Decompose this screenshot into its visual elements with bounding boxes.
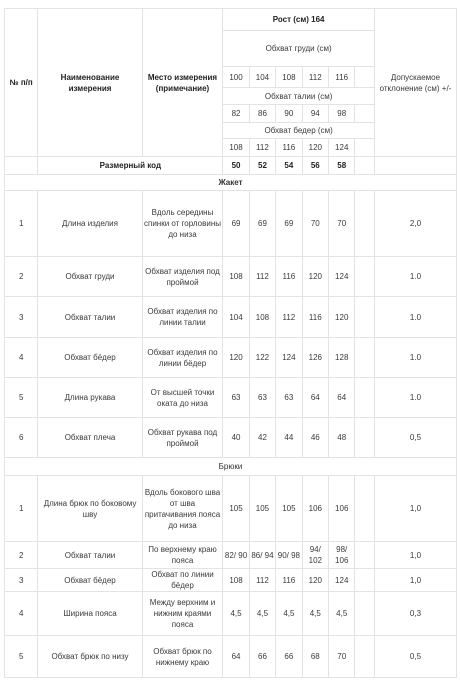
measurement-value: 112 [249, 569, 275, 592]
measurement-value: 124 [276, 338, 302, 378]
row-number: 1 [5, 191, 38, 257]
measurement-value: 120 [329, 297, 355, 338]
measurement-value: 104 [223, 297, 249, 338]
table-row [5, 476, 457, 542]
measurement-place: Обхват изделия по линии талии [142, 297, 223, 338]
header-num: № п/п [5, 9, 38, 157]
measurement-name: Обхват талии [38, 297, 142, 338]
header-bust-label: Обхват груди (см) [223, 31, 375, 67]
header-hips-value: 120 [302, 139, 328, 157]
measurement-value: 69 [249, 191, 275, 257]
row-spacer-cell [355, 592, 375, 636]
measurement-value: 94/ 102 [302, 542, 328, 569]
size-code-value: 56 [302, 157, 328, 175]
size-code-value: 58 [329, 157, 355, 175]
measurement-name: Длина изделия [38, 191, 142, 257]
tolerance-value: 1.0 [374, 378, 456, 418]
tolerance-value: 1,0 [374, 569, 456, 592]
measurement-value: 40 [223, 418, 249, 458]
header-spacer-cell [355, 105, 375, 123]
header-spacer-cell [355, 139, 375, 157]
measurement-value: 48 [329, 418, 355, 458]
table-row [5, 569, 457, 592]
size-code-label: Размерный код [38, 157, 223, 175]
measurement-value: 112 [249, 257, 275, 297]
measurement-value: 70 [302, 191, 328, 257]
measurement-value: 4,5 [329, 592, 355, 636]
header-height: Рост (см) 164 [223, 9, 375, 31]
measurement-value: 128 [329, 338, 355, 378]
measurement-value: 106 [302, 476, 328, 542]
measurement-place: Обхват по линии бёдер [142, 569, 223, 592]
measurement-value: 126 [302, 338, 328, 378]
measurement-value: 63 [223, 378, 249, 418]
row-number: 2 [5, 257, 38, 297]
measurement-value: 4,5 [276, 592, 302, 636]
measurement-value: 63 [249, 378, 275, 418]
measurement-place: Обхват рукава под проймой [142, 418, 223, 458]
header-hips-label: Обхват бедер (см) [223, 123, 375, 139]
measurement-value: 108 [223, 569, 249, 592]
tolerance-value: 1.0 [374, 257, 456, 297]
measurement-name: Обхват брюк по низу [38, 636, 142, 678]
size-code-tol-empty [374, 157, 456, 175]
measurement-value: 98/ 106 [329, 542, 355, 569]
tolerance-value: 1.0 [374, 297, 456, 338]
measurement-name: Обхват бёдер [38, 338, 142, 378]
tolerance-value: 1.0 [374, 338, 456, 378]
size-table [4, 8, 457, 678]
measurement-value: 68 [302, 636, 328, 678]
row-spacer-cell [355, 636, 375, 678]
row-number: 4 [5, 592, 38, 636]
row-number: 3 [5, 297, 38, 338]
row-number: 5 [5, 378, 38, 418]
table-row [5, 297, 457, 338]
header-bust-value: 104 [249, 67, 275, 88]
measurement-value: 64 [302, 378, 328, 418]
measurement-place: От высшей точки оката до низа [142, 378, 223, 418]
measurement-place: Обхват изделия по линии бёдер [142, 338, 223, 378]
header-name: Наименование измерения [38, 9, 142, 157]
header-waist-value: 98 [329, 105, 355, 123]
row-number: 4 [5, 338, 38, 378]
measurement-value: 108 [223, 257, 249, 297]
measurement-value: 116 [276, 257, 302, 297]
measurement-value: 4,5 [223, 592, 249, 636]
row-spacer-cell [355, 378, 375, 418]
section-title: Жакет [5, 175, 457, 191]
measurement-name: Длина рукава [38, 378, 142, 418]
measurement-value: 122 [249, 338, 275, 378]
measurement-value: 63 [276, 378, 302, 418]
measurement-value: 120 [302, 569, 328, 592]
section-title: Брюки [5, 458, 457, 476]
measurement-value: 66 [249, 636, 275, 678]
table-row [5, 542, 457, 569]
measurement-name: Обхват плеча [38, 418, 142, 458]
measurement-value: 90/ 98 [276, 542, 302, 569]
table-row [5, 338, 457, 378]
row-number: 5 [5, 636, 38, 678]
row-number: 6 [5, 418, 38, 458]
size-code-value: 52 [249, 157, 275, 175]
measurement-place: Вдоль бокового шва от шва притачивания пояса до низа [142, 476, 223, 542]
measurement-value: 44 [276, 418, 302, 458]
tolerance-value: 2,0 [374, 191, 456, 257]
tolerance-value: 1,0 [374, 476, 456, 542]
measurement-name: Обхват талии [38, 542, 142, 569]
size-code-value: 54 [276, 157, 302, 175]
measurement-value: 108 [249, 297, 275, 338]
measurement-value: 64 [329, 378, 355, 418]
tolerance-value: 0,5 [374, 418, 456, 458]
measurement-place: Обхват изделия под проймой [142, 257, 223, 297]
header-waist-value: 94 [302, 105, 328, 123]
header-bust-value: 116 [329, 67, 355, 88]
measurement-value: 4,5 [249, 592, 275, 636]
header-spacer-cell [355, 67, 375, 88]
row-spacer-cell [355, 297, 375, 338]
header-bust-value: 108 [276, 67, 302, 88]
section-header-row [5, 458, 457, 476]
measurement-value: 82/ 90 [223, 542, 249, 569]
measurement-value: 46 [302, 418, 328, 458]
measurement-value: 112 [276, 297, 302, 338]
measurement-value: 120 [302, 257, 328, 297]
measurement-value: 86/ 94 [249, 542, 275, 569]
table-row [5, 378, 457, 418]
row-spacer-cell [355, 338, 375, 378]
measurement-value: 116 [276, 569, 302, 592]
measurement-name: Ширина пояса [38, 592, 142, 636]
header-waist-label: Обхват талии (см) [223, 88, 375, 105]
measurement-value: 4,5 [302, 592, 328, 636]
measurement-value: 66 [276, 636, 302, 678]
header-tolerance: Допускаемое отклонение (см) +/- [374, 9, 456, 157]
measurement-value: 70 [329, 191, 355, 257]
row-spacer-cell [355, 257, 375, 297]
measurement-value: 105 [249, 476, 275, 542]
measurement-place: По верхнему краю пояса [142, 542, 223, 569]
header-waist-value: 86 [249, 105, 275, 123]
measurement-place: Обхват брюк по нижнему краю [142, 636, 223, 678]
measurement-value: 42 [249, 418, 275, 458]
size-code-num [5, 157, 38, 175]
tolerance-value: 0,3 [374, 592, 456, 636]
table-row [5, 257, 457, 297]
measurement-value: 69 [223, 191, 249, 257]
header-hips-value: 116 [276, 139, 302, 157]
section-header-row [5, 175, 457, 191]
measurement-name: Обхват бёдер [38, 569, 142, 592]
measurement-value: 106 [329, 476, 355, 542]
measurement-value: 70 [329, 636, 355, 678]
measurement-name: Длина брюк по боковому шву [38, 476, 142, 542]
header-bust-value: 100 [223, 67, 249, 88]
measurement-value: 69 [276, 191, 302, 257]
table-row [5, 191, 457, 257]
row-number: 3 [5, 569, 38, 592]
measurement-name: Обхват груди [38, 257, 142, 297]
header-bust-value: 112 [302, 67, 328, 88]
measurement-place: Вдоль середины спинки от горловины до низа [142, 191, 223, 257]
row-spacer-cell [355, 569, 375, 592]
measurement-value: 120 [223, 338, 249, 378]
measurement-value: 105 [276, 476, 302, 542]
measurement-value: 116 [302, 297, 328, 338]
size-code-spacer [355, 157, 375, 175]
measurement-value: 124 [329, 257, 355, 297]
header-hips-value: 124 [329, 139, 355, 157]
header-place: Место измерения (примечание) [142, 9, 223, 157]
row-number: 2 [5, 542, 38, 569]
row-spacer-cell [355, 542, 375, 569]
measurement-place: Между верхним и нижним краями пояса [142, 592, 223, 636]
tolerance-value: 0,5 [374, 636, 456, 678]
tolerance-value: 1,0 [374, 542, 456, 569]
size-code-value: 50 [223, 157, 249, 175]
header-waist-value: 90 [276, 105, 302, 123]
row-spacer-cell [355, 476, 375, 542]
header-waist-value: 82 [223, 105, 249, 123]
table-row [5, 592, 457, 636]
header-hips-value: 112 [249, 139, 275, 157]
measurement-value: 124 [329, 569, 355, 592]
row-spacer-cell [355, 191, 375, 257]
row-spacer-cell [355, 418, 375, 458]
measurement-value: 64 [223, 636, 249, 678]
row-number: 1 [5, 476, 38, 542]
measurement-value: 105 [223, 476, 249, 542]
table-row [5, 418, 457, 458]
header-hips-value: 108 [223, 139, 249, 157]
table-row [5, 636, 457, 678]
